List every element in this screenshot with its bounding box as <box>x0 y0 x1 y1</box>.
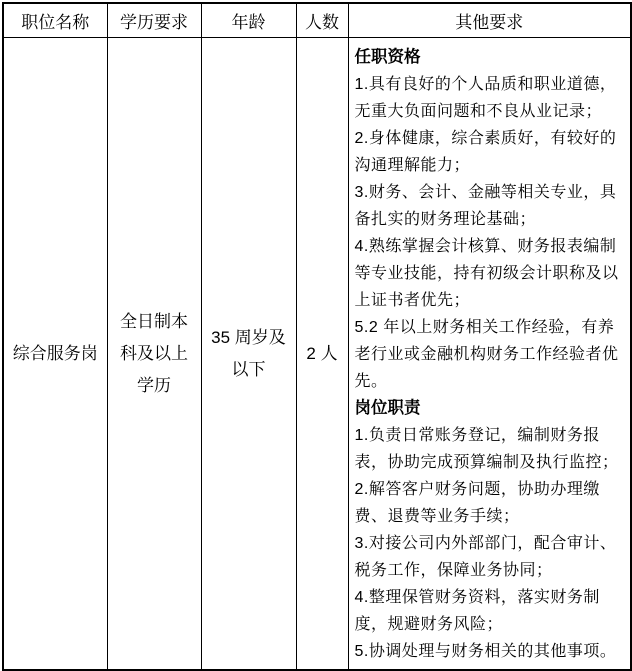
qualification-item: 5.2 年以上财务相关工作经验，有养老行业或金融机构财务工作经验者优先。 <box>354 319 619 390</box>
age-cell: 35 周岁及以下 <box>201 38 296 671</box>
table-row <box>3 38 631 671</box>
qualification-item: 4.熟练掌握会计核算、财务报表编制等专业技能，持有初级会计职称及以上证书者优先； <box>354 238 619 309</box>
duty-item: 5.协调处理与财务相关的其他事项。 <box>354 643 617 660</box>
position-cell: 综合服务岗 <box>3 38 107 671</box>
duty-item: 3.对接公司内外部部门，配合审计、税务工作，保障业务协同； <box>354 535 617 579</box>
header-education: 学历要求 <box>107 3 201 38</box>
qualification-item: 1.具有良好的个人品质和职业道德，无重大负面问题和不良从业记录； <box>354 76 617 120</box>
header-position: 职位名称 <box>3 3 107 38</box>
header-other-requirements: 其他要求 <box>348 3 631 38</box>
duty-item: 2.解答客户财务问题，协助办理缴费、退费等业务手续； <box>354 481 600 525</box>
duty-item: 4.整理保管财务资料，落实财务制度，规避财务风险； <box>354 589 600 633</box>
header-age: 年龄 <box>201 3 296 38</box>
qualification-item: 3.财务、会计、金融等相关专业，具备扎实的财务理论基础； <box>354 184 617 228</box>
qualification-item: 2.身体健康，综合素质好，有较好的沟通理解能力； <box>354 130 617 174</box>
headcount-cell: 2 人 <box>296 38 348 671</box>
header-headcount: 人数 <box>296 3 348 38</box>
education-cell: 全日制本科及以上学历 <box>107 38 201 671</box>
other-requirements-cell <box>348 38 631 671</box>
table-header-row <box>3 3 631 38</box>
duty-item: 1.负责日常账务登记，编制财务报表，协助完成预算编制及执行监控； <box>354 427 619 471</box>
job-posting-table <box>2 2 632 671</box>
duties-section-title: 岗位职责 <box>354 399 421 417</box>
qualifications-section-title: 任职资格 <box>354 48 421 66</box>
